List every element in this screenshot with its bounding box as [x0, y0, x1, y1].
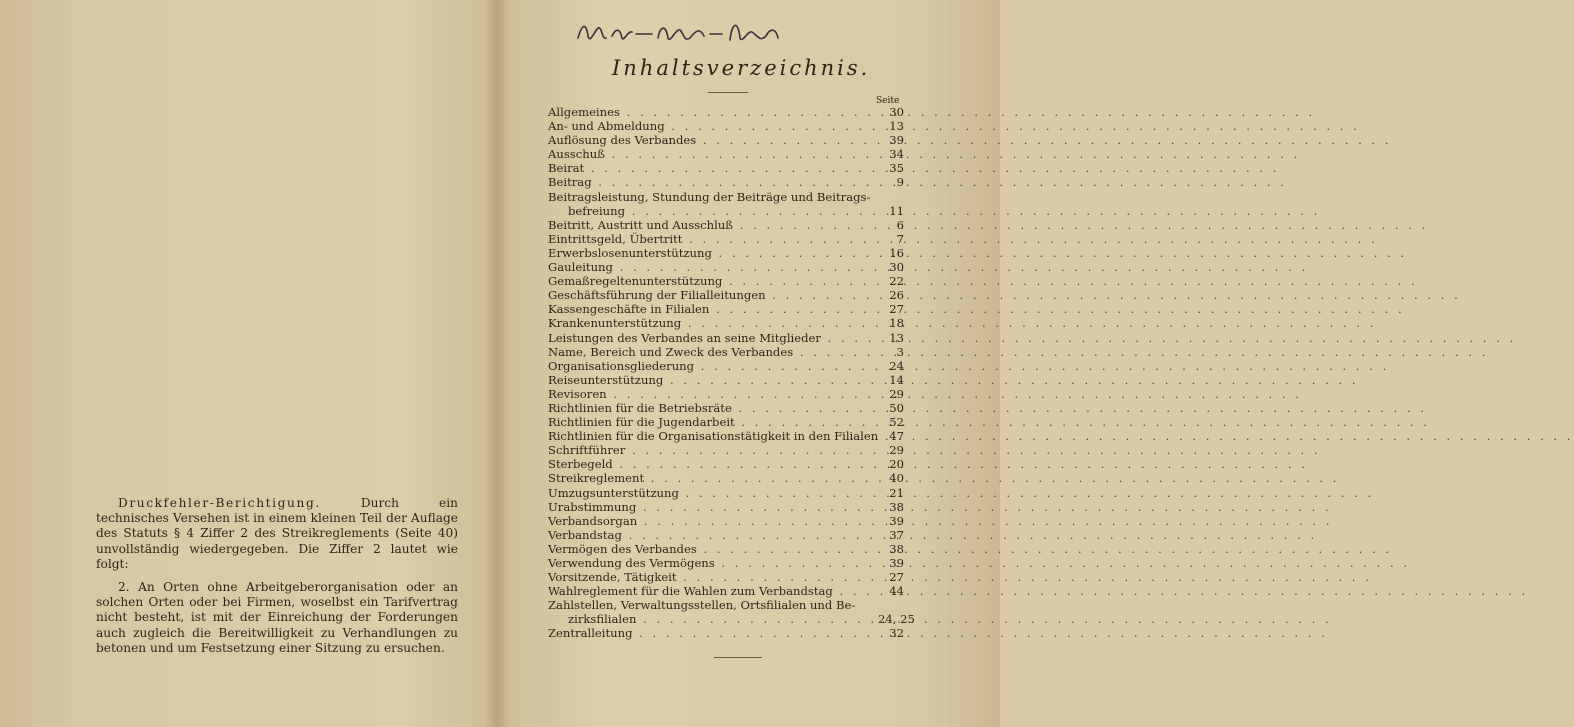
- toc-entry-page: 6: [896, 217, 904, 232]
- toc-entry-title: Vorsitzende, Tätigkeit . . .: [548, 570, 878, 584]
- erratum-heading: Druckfehler-Berichtigung.: [118, 496, 321, 510]
- toc-entry-title: Revisoren . . .: [548, 387, 878, 401]
- toc-entry-page: 35: [889, 161, 904, 176]
- toc-entry: [548, 302, 904, 316]
- toc-entry: [548, 175, 904, 189]
- toc-entry-title: Beitrag . . .: [548, 175, 878, 189]
- toc-entry-page: 32: [889, 626, 904, 641]
- toc-entry-title: zirksfilialen . . .: [568, 612, 878, 626]
- toc-entry-title: Umzugsunterstützung . . .: [548, 486, 878, 500]
- toc-entry-title: Urabstimmung . . .: [548, 500, 878, 514]
- toc-entry-page: 13: [889, 330, 904, 345]
- toc-entry: [548, 190, 904, 204]
- toc-entry-title: Allgemeines . . .: [548, 105, 878, 119]
- toc-entry: [548, 105, 904, 119]
- toc-entry-page: 47: [889, 429, 904, 444]
- toc-entry: [548, 471, 904, 485]
- toc-entry-title: Krankenunterstützung . . .: [548, 316, 878, 330]
- toc-entry-title: Gauleitung . . .: [548, 260, 878, 274]
- erratum-text: Durch ein technisches Versehen ist in einem kleinen Teil der Auflage des Statuts § 4 Ziffer 2 des Streikreglements (Seite 40) unvollständig wiedergegeben. Die Ziffer 2 lautet wie folgt:: [96, 496, 458, 571]
- toc-entry-title: Erwerbslosenunterstützung . . .: [548, 246, 878, 260]
- toc-entry: [548, 457, 904, 471]
- toc-entry-page: 3: [896, 344, 904, 359]
- toc-entry-title: Beirat . . .: [548, 161, 878, 175]
- toc-entry: [548, 598, 904, 612]
- toc-entry: [548, 161, 904, 175]
- toc-entry-page: 24, 25: [878, 612, 915, 627]
- erratum-note: [96, 496, 458, 656]
- toc-entry-page: 52: [889, 415, 904, 430]
- toc-entry-page: 26: [889, 288, 904, 303]
- toc-entry: [548, 570, 904, 584]
- toc-entry-page: 24: [889, 358, 904, 373]
- toc-entry: [548, 429, 904, 443]
- toc-entry: [548, 133, 904, 147]
- toc-entry-title: Richtlinien für die Jugendarbeit . . .: [548, 415, 878, 429]
- toc-entry-page: 38: [889, 541, 904, 556]
- toc-entry-page: 22: [889, 274, 904, 289]
- toc-entry-title: Richtlinien für die Organisationstätigkeit in den Filialen . . .: [548, 429, 878, 443]
- toc-entry-title: Eintrittsgeld, Übertritt . . .: [548, 232, 878, 246]
- toc-entry-title: Vermögen des Verbandes . . .: [548, 542, 878, 556]
- toc-entry-page: 13: [889, 119, 904, 134]
- toc-entry-page: 29: [889, 386, 904, 401]
- toc-entry: [548, 387, 904, 401]
- toc-title: Inhaltsverzeichnis.: [612, 56, 871, 80]
- toc-entry: [548, 542, 904, 556]
- toc-entry: [548, 232, 904, 246]
- toc-entry-title: Kassengeschäfte in Filialen . . .: [548, 302, 878, 316]
- toc-entry-page: 7: [896, 231, 904, 246]
- handwritten-signature-icon: [572, 14, 802, 50]
- toc-entry-page: 40: [889, 471, 904, 486]
- toc-entry: [548, 556, 904, 570]
- toc-entry-title: Zentralleitung . . .: [548, 626, 878, 640]
- toc-entry: [548, 260, 904, 274]
- toc-entry-title: An- und Abmeldung . . .: [548, 119, 878, 133]
- toc-entry: [548, 204, 904, 218]
- toc-entry-title: Sterbegeld . . .: [548, 457, 878, 471]
- toc-entry-page: 27: [889, 570, 904, 585]
- toc-entry-page: 37: [889, 527, 904, 542]
- toc-entry-title: Auflösung des Verbandes . . .: [548, 133, 878, 147]
- toc-entry-page: 9: [896, 175, 904, 190]
- toc-entry-page: 39: [889, 513, 904, 528]
- toc-entry: [548, 147, 904, 161]
- toc-entry-page: 11: [889, 203, 904, 218]
- toc-entry: [548, 246, 904, 260]
- toc-entry: [548, 584, 904, 598]
- toc-entry-title: Verbandstag . . .: [548, 528, 878, 542]
- toc-entry-title: Beitragsleistung, Stundung der Beiträge und Beitrags-: [548, 189, 871, 204]
- toc-entry-page: 39: [889, 556, 904, 570]
- toc-entry-page: 29: [889, 443, 904, 458]
- toc-entry: [548, 345, 904, 359]
- toc-entry: [548, 218, 904, 232]
- toc-entry: [548, 373, 904, 387]
- left-page: [0, 0, 495, 727]
- right-page: [500, 0, 1000, 727]
- erratum-paragraph-1: [96, 496, 458, 572]
- erratum-paragraph-2: 2. An Orten ohne Arbeitgeberorganisation oder an solchen Orten oder bei Firmen, woselbst ein Tarifvertrag nicht besteht, ist mit der Einreichung der Forderungen auch zugleich die Bereitwilligkeit zu Verhandlungen zu betonen und um Festsetzung einer Sitzung zu ersuchen.: [96, 580, 458, 655]
- toc-entry: [548, 415, 904, 429]
- title-divider: [708, 92, 748, 93]
- toc-entry-page: 30: [889, 105, 904, 119]
- toc-entry: [548, 316, 904, 330]
- toc-entry-page: 20: [889, 457, 904, 472]
- toc-entry-page: 34: [889, 147, 904, 162]
- toc-entry: [548, 359, 904, 373]
- toc-entry-title: Name, Bereich und Zweck des Verbandes . . .: [548, 345, 878, 359]
- toc-entry-title: Wahlreglement für die Wahlen zum Verbandstag . . .: [548, 584, 878, 598]
- toc-entry-title: Streikreglement . . .: [548, 471, 878, 485]
- toc-entry-page: 30: [889, 260, 904, 275]
- toc-entry-title: Geschäftsführung der Filialleitungen . . .: [548, 288, 878, 302]
- toc-entry: [548, 119, 904, 133]
- toc-entry-title: Verwendung des Vermögens . . .: [548, 556, 878, 570]
- toc-entry: [548, 612, 915, 627]
- toc-entry-title: Leistungen des Verbandes an seine Mitglieder . . .: [548, 331, 878, 345]
- toc-entry-title: Zahlstellen, Verwaltungsstellen, Ortsfilialen und Be-: [548, 598, 856, 613]
- toc-entry: [548, 401, 904, 415]
- toc-entry-page: 18: [889, 316, 904, 331]
- toc-entry-title: Ausschuß . . .: [548, 147, 878, 161]
- toc-entry-title: Verbandsorgan . . .: [548, 514, 878, 528]
- toc-entry: [548, 331, 904, 345]
- toc-entry: [548, 528, 904, 542]
- toc-entry-page: 39: [889, 133, 904, 148]
- toc-entry-title: Reiseunterstützung . . .: [548, 373, 878, 387]
- toc-entry-page: 38: [889, 499, 904, 514]
- toc-entry: [548, 443, 904, 457]
- toc-list: [548, 105, 915, 641]
- page-column-label: Seite: [876, 96, 900, 106]
- toc-entry-page: 21: [889, 485, 904, 500]
- toc-entry-title: befreiung . . .: [568, 204, 878, 218]
- toc-entry: [548, 486, 904, 500]
- toc-entry-title: Schriftführer . . .: [548, 443, 878, 457]
- toc-entry: [548, 514, 904, 528]
- toc-entry-title: Beitritt, Austritt und Ausschluß . . .: [548, 218, 878, 232]
- toc-entry-page: 27: [889, 302, 904, 317]
- toc-entry: [548, 626, 904, 640]
- toc-entry: [548, 500, 904, 514]
- toc-entry: [548, 274, 904, 288]
- toc-entry-title: Gemaßregeltenunterstützung . . .: [548, 274, 878, 288]
- toc-entry-page: 50: [889, 400, 904, 415]
- toc-entry-page: 16: [889, 245, 904, 260]
- bottom-divider: [714, 657, 762, 658]
- toc-entry-title: Richtlinien für die Betriebsräte . . .: [548, 401, 878, 415]
- toc-entry-title: Organisationsgliederung . . .: [548, 359, 878, 373]
- toc-entry-page: 44: [889, 584, 904, 599]
- toc-entry-page: 14: [889, 372, 904, 387]
- toc-entry: [548, 288, 904, 302]
